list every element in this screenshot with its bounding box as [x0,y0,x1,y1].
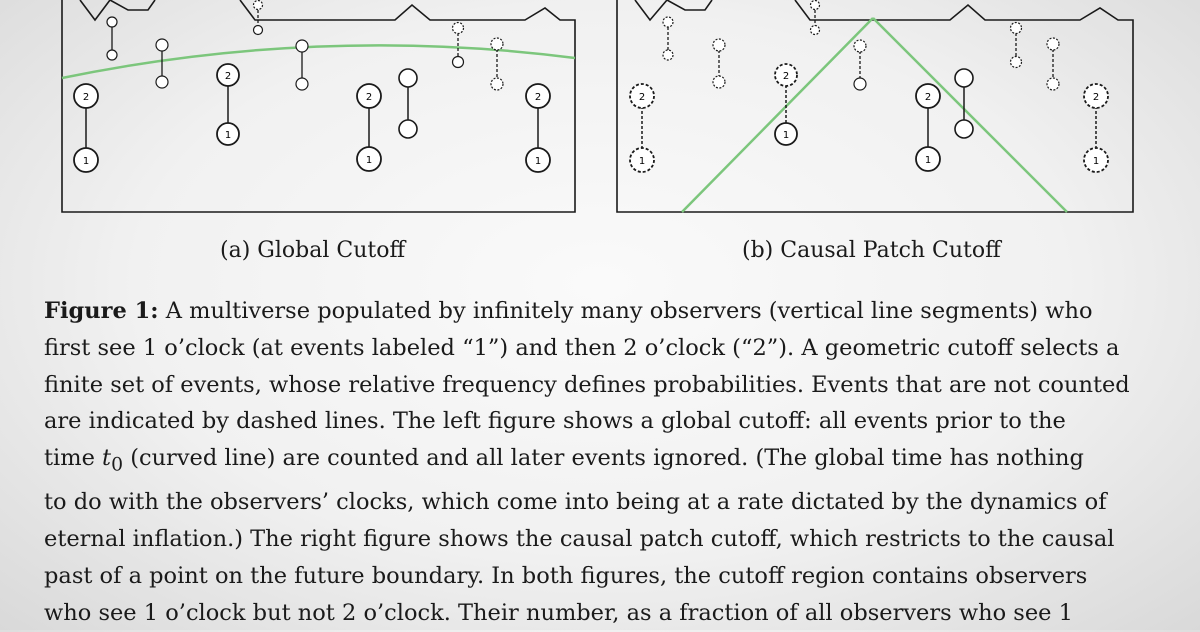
event-1 [955,120,973,138]
event-2-label: 2 [782,71,790,82]
event-1 [713,76,725,88]
event-1 [491,78,503,90]
observer [107,17,117,60]
time-symbol: t [102,445,112,472]
event-1-label: 1 [224,130,232,141]
observer [663,17,673,60]
observer [854,40,866,90]
event-2-label: 2 [1092,92,1100,103]
event-2 [254,1,263,10]
observer [296,40,308,90]
subfigure-global-cutoff [0,0,600,230]
observer [1084,84,1108,172]
event-2-label: 2 [82,92,90,103]
event-2 [663,17,673,27]
subcaption-a: (a) Global Cutoff [220,238,406,263]
spacetime-boundary [617,0,1133,212]
event-2 [296,40,308,52]
observer [491,38,503,90]
caption-line: Figure 1: A multiverse populated by infinitely many observers (vertical line segments) who [44,298,1093,324]
global-cutoff-diagram [0,0,600,230]
event-2 [1011,23,1022,34]
observer [526,84,550,172]
event-1 [453,57,464,68]
event-2-label: 2 [534,92,542,103]
figure-caption [44,293,1152,632]
event-2-label: 2 [638,92,646,103]
subcaption-b: (b) Causal Patch Cutoff [742,238,1001,263]
event-1-label: 1 [82,156,90,167]
event-1-label: 1 [365,155,373,166]
event-1 [156,76,168,88]
observer [357,84,381,171]
observer [916,84,940,171]
event-1-label: 1 [534,156,542,167]
caption-line: eternal inflation.) The right figure shows the causal patch cutoff, which restricts to the causal [44,526,1115,553]
event-1-label: 1 [638,156,646,167]
caption-line: who see 1 o’clock but not 2 o’clock. Their number, as a fraction of all observers who see 1 [44,599,1073,626]
spacetime-boundary [62,0,575,212]
causal-patch-diagram [600,0,1200,230]
event-2-label: 2 [224,71,232,82]
event-1 [296,78,308,90]
event-1 [1047,78,1059,90]
event-1-label: 1 [782,130,790,141]
caption-line: first see 1 o’clock (at events labeled “1”) and then 2 o’clock (“2”). A geometric cutoff selects a [44,334,1120,361]
caption-line: are indicated by dashed lines. The left figure shows a global cutoff: all events prior to the [44,408,1066,435]
event-1 [107,50,117,60]
caption-line: to do with the observers’ clocks, which come into being at a rate dictated by the dynamics of [44,489,1107,516]
observer [811,1,820,35]
event-1-label: 1 [924,155,932,166]
event-1 [399,120,417,138]
caption-line: time $t_0$ (curved line) are counted and all later events ignored. (The global time has nothing [44,445,1084,476]
event-2 [854,40,866,52]
causal-patch-left-boundary [682,18,873,212]
event-2-label: 2 [924,92,932,103]
observer [453,23,464,68]
observer [156,39,168,88]
subfigure-causal-patch-cutoff [600,0,1200,230]
event-1-label: 1 [1092,156,1100,167]
event-2 [491,38,503,50]
observer [630,84,654,172]
observer [74,84,98,172]
caption-line: finite set of events, whose relative frequency defines probabilities. Events that are not counted [44,371,1130,398]
event-1 [1011,57,1022,68]
causal-patch-right-boundary [873,18,1067,212]
event-2 [811,1,820,10]
observer [1047,38,1059,90]
event-1 [854,78,866,90]
event-2-label: 2 [365,92,373,103]
observer [1011,23,1022,68]
observer [775,64,797,145]
observer [713,39,725,88]
event-2 [399,69,417,87]
event-1 [811,26,820,35]
observer [217,64,239,145]
event-2 [713,39,725,51]
event-2 [453,23,464,34]
event-2 [1047,38,1059,50]
event-1 [254,26,263,35]
observer [254,1,263,35]
caption-line: past of a point on the future boundary. In both figures, the cutoff region contains observers [44,563,1088,590]
event-2 [156,39,168,51]
observer [399,69,417,138]
event-2 [107,17,117,27]
event-2 [955,69,973,87]
figure-label: Figure 1: [44,298,159,324]
event-1 [663,50,673,60]
